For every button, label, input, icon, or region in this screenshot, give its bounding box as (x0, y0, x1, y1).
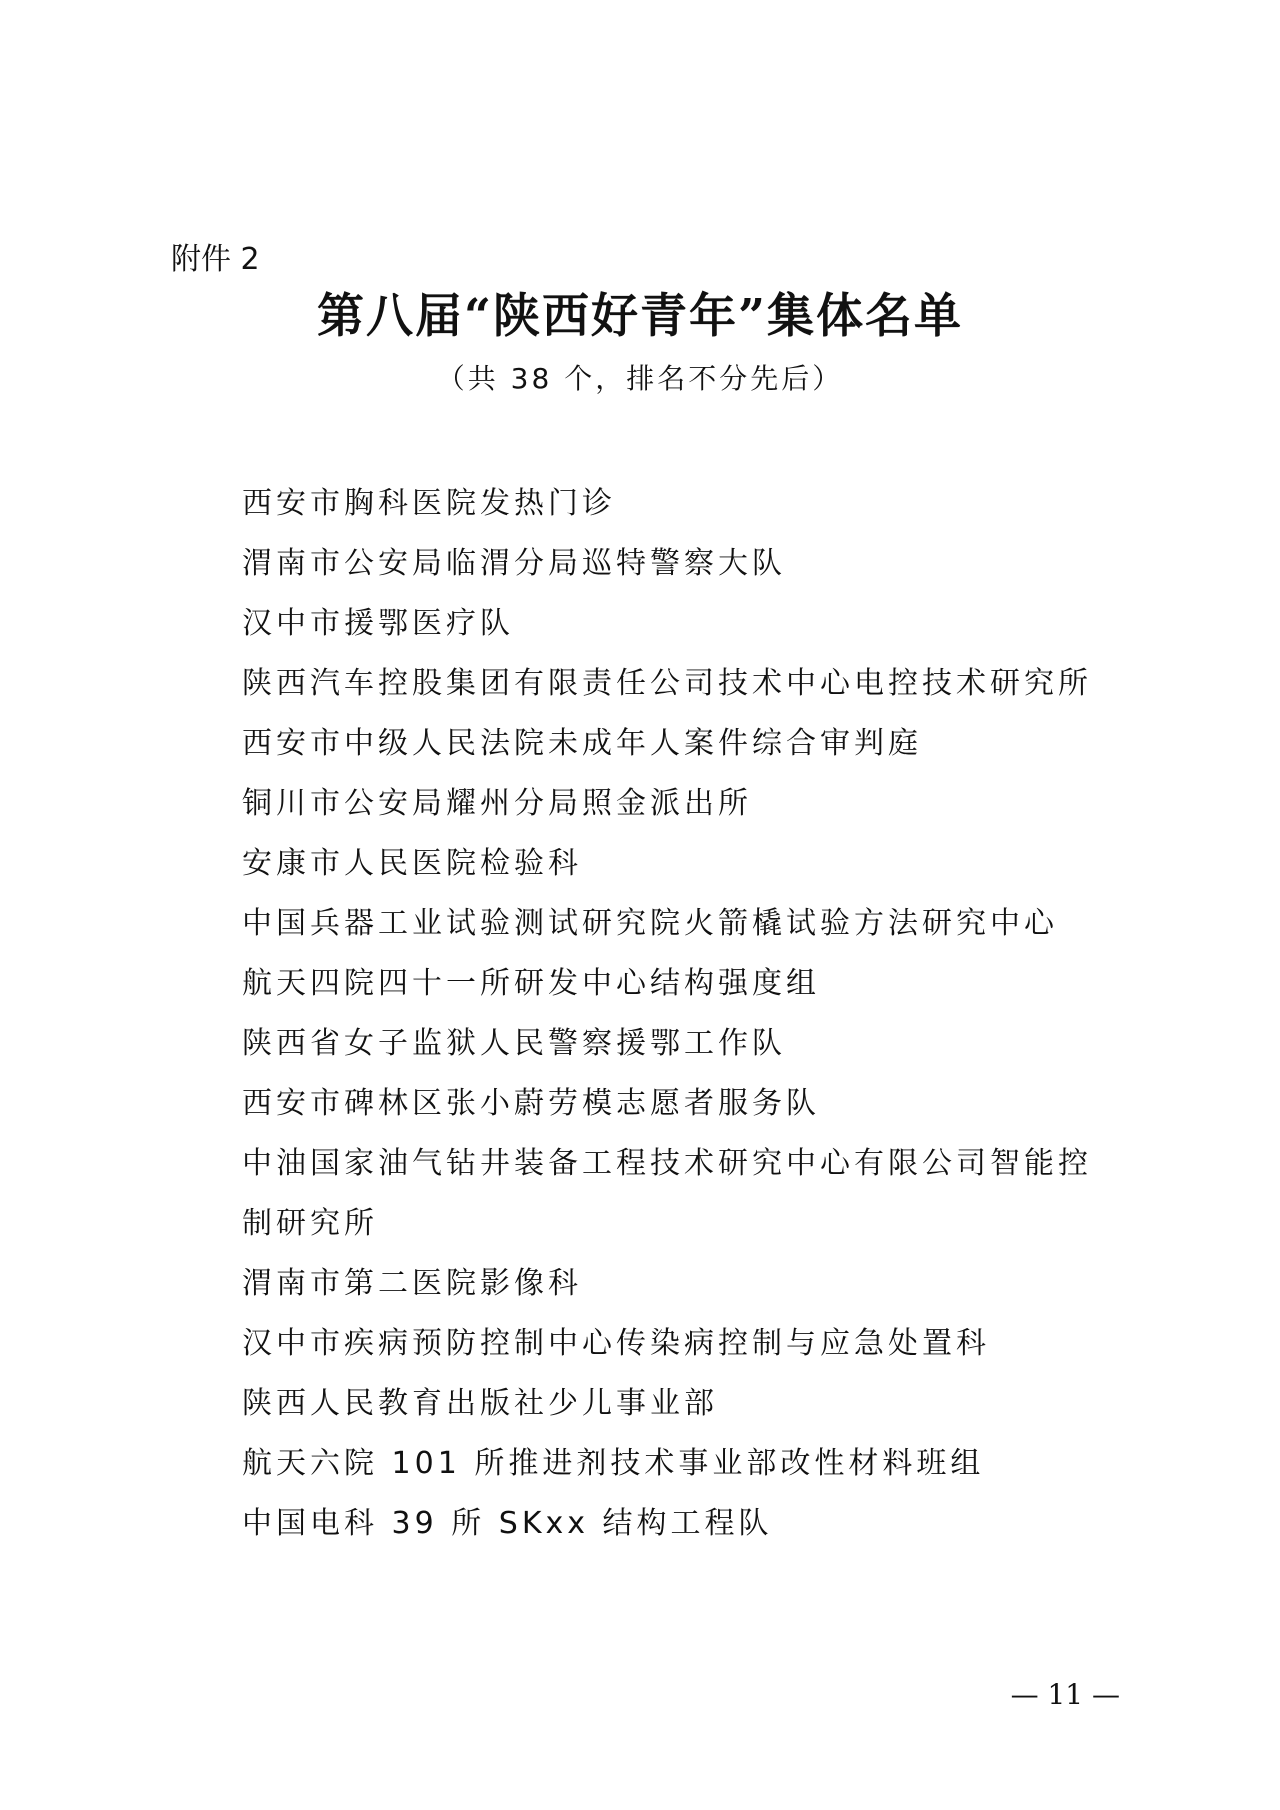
collective-list (242, 474, 1122, 1554)
list-item: 中油国家油气钻井装备工程技术研究中心有限公司智能控制研究所 (242, 1146, 1092, 1241)
page-number: — 11 — (1010, 1678, 1120, 1711)
list-item: 航天四院四十一所研发中心结构强度组 (242, 966, 820, 1001)
list-item: 铜川市公安局耀州分局照金派出所 (242, 786, 752, 821)
list-item: 西安市胸科医院发热门诊 (242, 486, 616, 521)
list-item: 航天六院 101 所推进剂技术事业部改性材料班组 (242, 1446, 985, 1481)
list-item: 汉中市援鄂医疗队 (242, 606, 514, 641)
list-item: 中国电科 39 所 SKxx 结构工程队 (242, 1506, 773, 1541)
list-item: 陕西汽车控股集团有限责任公司技术中心电控技术研究所 (242, 666, 1092, 701)
list-item: 渭南市第二医院影像科 (242, 1266, 582, 1301)
list-item: 陕西省女子监狱人民警察援鄂工作队 (242, 1026, 786, 1061)
list-item: 西安市碑林区张小蔚劳模志愿者服务队 (242, 1086, 820, 1121)
list-item: 渭南市公安局临渭分局巡特警察大队 (242, 546, 786, 581)
document-title: 第八届“陕西好青年”集体名单 (316, 289, 964, 344)
list-item: 汉中市疾病预防控制中心传染病控制与应急处置科 (242, 1326, 990, 1361)
list-item: 安康市人民医院检验科 (242, 846, 582, 881)
attachment-label: 附件 2 (171, 242, 260, 277)
list-item: 西安市中级人民法院未成年人案件综合审判庭 (242, 726, 922, 761)
document-subtitle: （共 38 个，排名不分先后） (436, 362, 844, 395)
list-item: 中国兵器工业试验测试研究院火箭橇试验方法研究中心 (242, 906, 1058, 941)
list-item: 陕西人民教育出版社少儿事业部 (242, 1386, 718, 1421)
